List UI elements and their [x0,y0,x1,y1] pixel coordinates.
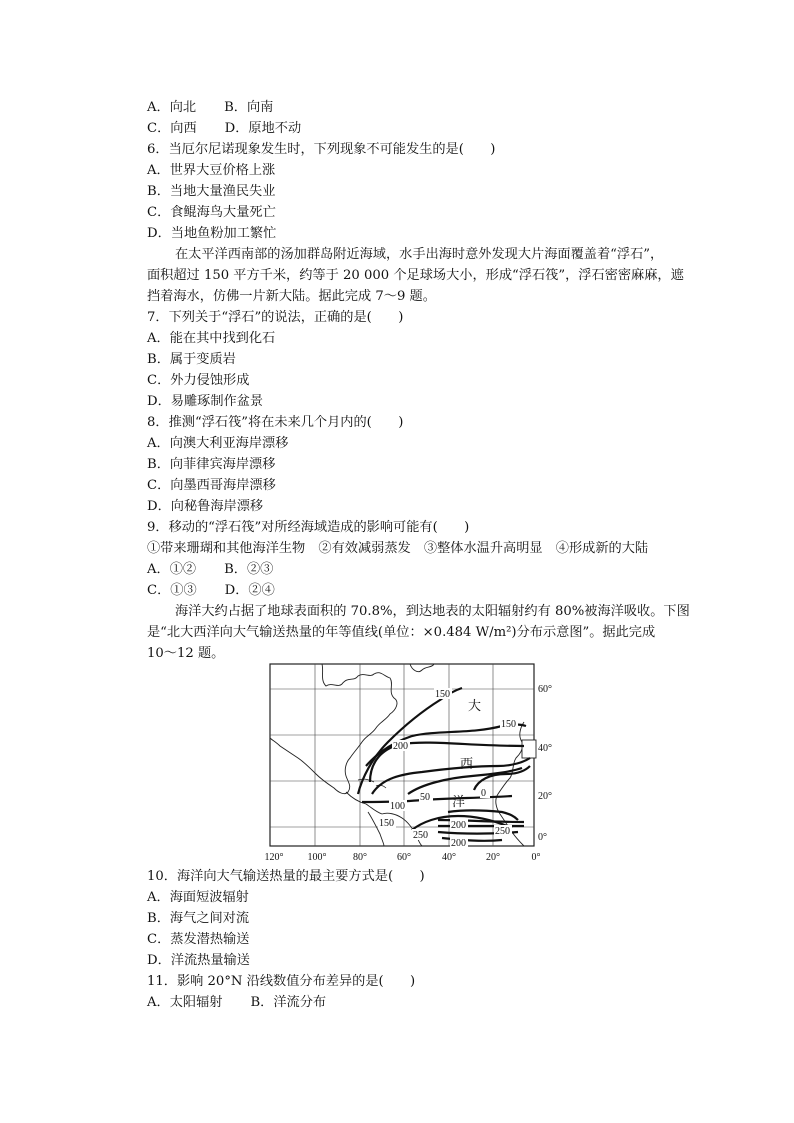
lon-label: 120° [264,852,284,863]
q8-stem: 8．推测“浮石筏”将在未来几个月内的( ) [147,415,404,430]
lon-label: 0° [531,852,541,863]
north-atlantic-heat-map [262,662,562,864]
lon-label: 100° [307,852,327,863]
passage2-line1: 海洋大约占据了地球表面积的 70.8%，到达地表的太阳辐射约有 80%被海洋吸收。下图 [175,604,690,619]
q6-option-c: C．食鲲海鸟大量死亡 [147,205,276,220]
iso-label: 250 [413,830,428,841]
q5-option-d: D．原地不动 [224,121,302,136]
iso-label: 100 [390,801,405,812]
iso-label: 250 [495,826,510,837]
lon-label: 60° [397,852,411,863]
lat-label: 0° [538,832,547,843]
q11-stem: 11．影响 20°N 沿线数值分布差异的是( ) [147,974,416,989]
longitude-labels [265,852,541,863]
q9-option-b: B．②③ [224,562,274,577]
greenland-coast [410,664,434,672]
q6-stem: 6．当厄尔尼诺现象发生时，下列现象不可能发生的是( ) [147,142,496,157]
iso-label: 200 [451,838,466,849]
isoline-0 [474,766,530,790]
q10-option-b: B．海气之间对流 [147,911,250,926]
passage2-line3: 10～12 题。 [147,646,225,661]
q7-option-a: A．能在其中找到化石 [147,331,276,346]
passage1-line1: 在太平洋西南部的汤加群岛附近海域，水手出海时意外发现大片海面覆盖着“浮石”， [175,247,664,262]
q9-items: ①带来珊瑚和其他海洋生物 ②有效减弱蒸发 ③整体水温升高明显 ④形成新的大陆 [147,541,649,556]
q5-option-a: A．向北 [147,100,197,115]
q8-option-c: C．向墨西哥海岸漂移 [147,478,276,493]
map-grid [270,664,534,846]
passage1-line3: 挡着海水，仿佛一片新大陆。据此完成 7～9 题。 [147,289,436,304]
q11-option-b: B．洋流分布 [250,995,327,1010]
lon-label: 40° [442,852,456,863]
q5-option-c: C．向西 [147,121,197,136]
lat-label: 20° [538,791,552,802]
ocean-char: 洋 [452,794,466,809]
latitude-labels [538,684,552,843]
iso-label: 200 [393,741,408,752]
q5-option-b: B．向南 [224,100,274,115]
lon-label: 80° [353,852,367,863]
europe-inset-box [522,740,536,758]
ocean-char: 大 [468,698,482,713]
q6-option-b: B．当地大量渔民失业 [147,184,276,199]
q8-option-a: A．向澳大利亚海岸漂移 [147,436,289,451]
q7-option-d: D．易雕琢制作盆景 [147,394,264,409]
q10-stem: 10．海洋向大气输送热量的最主要方式是( ) [147,869,425,884]
iso-label: 50 [420,792,430,803]
lat-label: 60° [538,684,552,695]
isoline-100 [372,758,530,794]
iso-label: 150 [501,719,516,730]
lon-label: 20° [486,852,500,863]
q9-options-row1 [147,559,273,580]
iso-label: 150 [379,818,394,829]
iso-label: 150 [435,689,450,700]
iso-label: 200 [451,820,466,831]
q6-option-d: D．当地鱼粉加工繁忙 [147,226,277,241]
q5-options-row1 [147,97,273,118]
q9-stem: 9．移动的“浮石筏”对所经海域造成的影响可能有( ) [147,520,470,535]
q9-options-row2 [147,580,275,601]
passage1-line2: 面积超过 150 平方千米，约等于 20 000 个足球场大小，形成“浮石筏”，浮石密密麻麻，遮 [147,268,684,283]
ocean-name [452,698,481,809]
passage2-line2: 是“北大西洋向大气输送热量的年等值线(单位：×0.484 W/m²)分布示意图”。据此完成 [147,625,656,640]
ocean-char: 西 [460,756,474,771]
q7-option-b: B．属于变质岩 [147,352,236,367]
q7-option-c: C．外力侵蚀形成 [147,373,250,388]
q6-option-a: A．世界大豆价格上涨 [147,163,276,178]
q10-option-a: A．海面短波辐射 [147,890,249,905]
q10-option-d: D．洋流热量输送 [147,953,250,968]
q8-option-d: D．向秘鲁海岸漂移 [147,499,264,514]
q5-options-row2 [147,118,301,139]
q10-option-c: C．蒸发潜热输送 [147,932,250,947]
q9-option-a: A．①② [147,562,197,577]
q11-options-row1 [147,992,326,1013]
iso-label: 0 [481,788,486,799]
lat-label: 40° [538,743,552,754]
q8-option-b: B．向菲律宾海岸漂移 [147,457,276,472]
q9-option-d: D．②④ [224,583,275,598]
north-america-coast [270,664,397,794]
map-frame [270,664,534,846]
q7-stem: 7．下列关于“浮石”的说法，正确的是( ) [147,310,404,325]
q9-option-c: C．①③ [147,583,197,598]
q11-option-a: A．太阳辐射 [147,995,223,1010]
